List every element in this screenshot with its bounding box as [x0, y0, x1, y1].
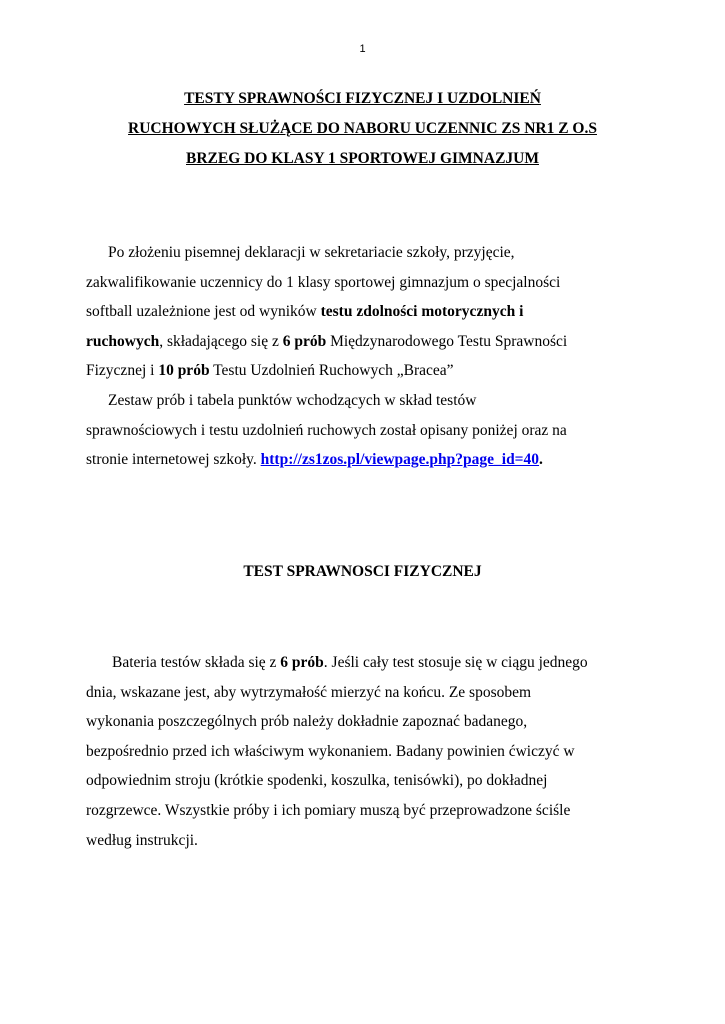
bold-run: . [539, 451, 543, 469]
text-run: Testu Uzdolnień Ruchowych „Bracea” [209, 362, 454, 380]
section-heading: TEST SPRAWNOSCI FIZYCZNEJ [243, 563, 482, 580]
text-line [86, 648, 646, 678]
text-line [86, 297, 646, 327]
text-line: wykonania poszczególnych prób należy dokładnie zapoznać badanego, [86, 713, 528, 731]
text-line: Po złożeniu pisemnej deklaracji w sekretariacie szkoły, przyjęcie, [108, 244, 515, 261]
text-line: Zestaw prób i tabela punktów wchodzących w skład testów [108, 391, 477, 409]
bold-run: testu zdolności motorycznych i [320, 303, 524, 321]
text-run: softball uzależnione jest od wyników [86, 303, 321, 321]
text-line: sprawnościowych i testu uzdolnień ruchowych został opisany poniżej oraz na [86, 421, 567, 439]
text-line [86, 327, 646, 357]
bold-run: 10 prób [158, 362, 210, 380]
text-run: . Jeśli cały test stosuje się w ciągu jednego [323, 654, 588, 671]
text-line [86, 445, 646, 475]
title-line: TESTY SPRAWNOŚCI FIZYCZNEJ I UZDOLNIEŃ [184, 90, 541, 107]
text-run: , składającego się z [159, 332, 283, 350]
text-line: zakwalifikowanie uczennicy do 1 klasy sportowej gimnazjum o specjalności [86, 273, 561, 291]
text-line: odpowiednim stroju (krótkie spodenki, koszulka, tenisówki), po dokładnej [86, 772, 548, 790]
text-run: Międzynarodowego Testu Sprawności [326, 332, 568, 350]
intro-paragraph [86, 238, 646, 475]
body-paragraph [86, 648, 646, 855]
text-run: Bateria testów składa się z [112, 654, 281, 671]
document-title [60, 84, 665, 174]
title-line: RUCHOWYCH SŁUŻĄCE DO NABORU UCZENNIC ZS NR1 Z O.S [128, 120, 597, 137]
text-run: Fizycznej i [86, 362, 159, 380]
text-line: bezpośrednio przed ich właściwym wykonaniem. Badany powinien ćwiczyć w [86, 742, 575, 760]
text-run: stronie internetowej szkoły. [86, 451, 261, 469]
text-line [86, 356, 646, 386]
page-number: 1 [359, 43, 366, 55]
text-line: dnia, wskazane jest, aby wytrzymałość mierzyć na końcu. Ze sposobem [86, 683, 532, 701]
bold-run: ruchowych [86, 332, 160, 350]
text-line: według instrukcji. [86, 831, 198, 849]
bold-run: 6 prób [282, 332, 327, 350]
text-line: rozgrzewce. Wszystkie próby i ich pomiary muszą być przeprowadzone ściśle [86, 801, 571, 819]
bold-run: 6 prób [280, 654, 324, 671]
school-website-link[interactable]: http://zs1zos.pl/viewpage.php?page_id=40 [260, 451, 540, 469]
title-line: BRZEG DO KLASY 1 SPORTOWEJ GIMNAZJUM [186, 150, 539, 167]
